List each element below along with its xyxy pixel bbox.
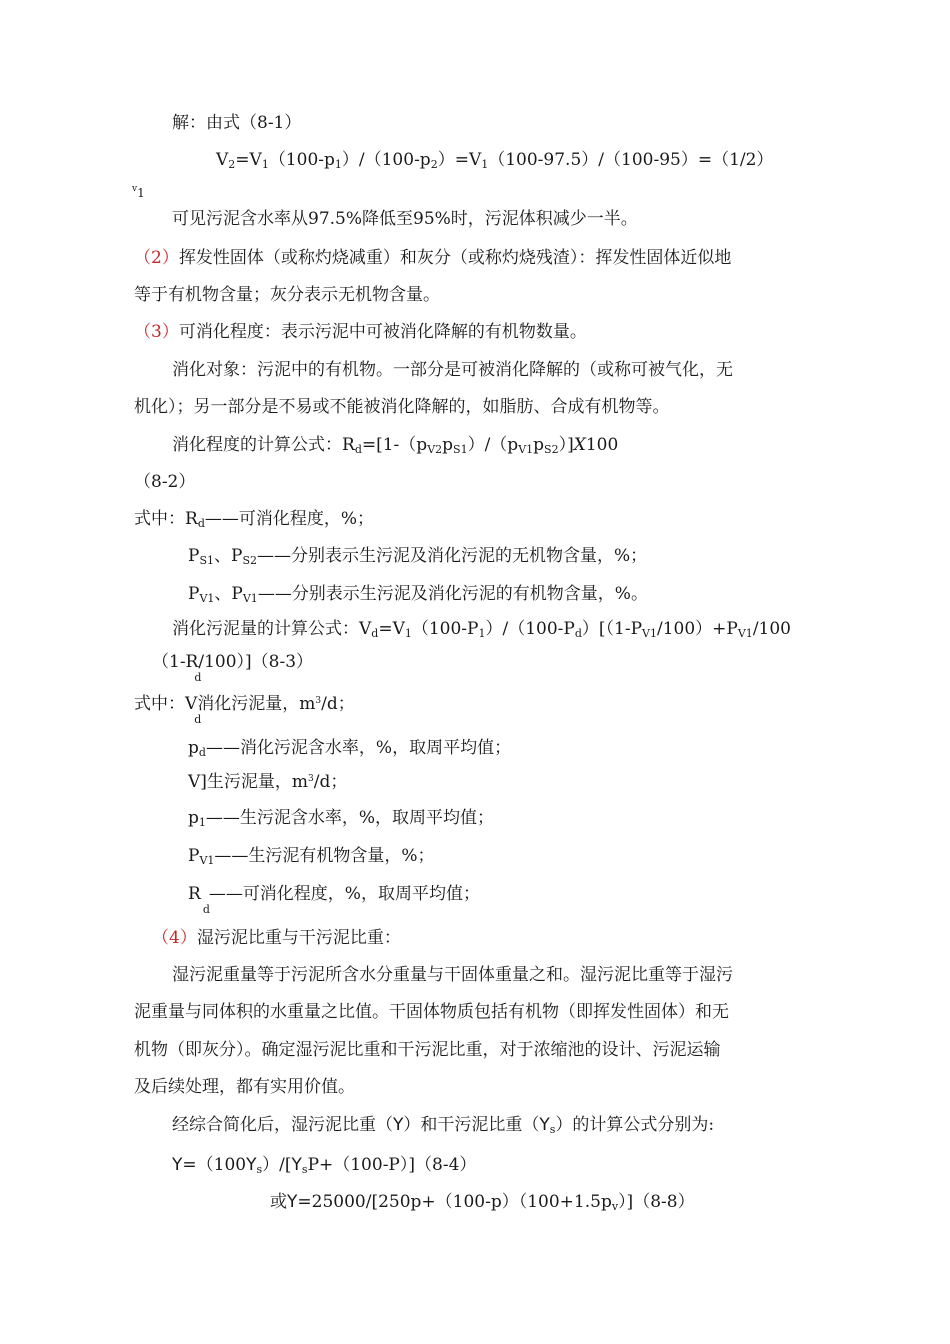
legend-rd: 式中：$R_d——$可消化程度，%； bbox=[134, 509, 375, 530]
section-4-para-3: 机物（即灰分）。确定湿污泥比重和干污泥比重，对于浓缩池的设计、污泥运输 bbox=[134, 1040, 721, 1060]
formula-8-3: 消化污泥量的计算公式：$V_d=V_1(100-P_1)/(100-P_d)[(1-P_{V1}/100)+P_{V1}/100$ bbox=[172, 619, 791, 640]
section-2-text: 等于有机物含量；灰分表示无机物含量。 bbox=[134, 285, 440, 305]
formula-8-1-solution: $V_2=V_1(100-p_1)/(100-p_2)=V_1(100-97.5)/(100-95)=(1/2)$ bbox=[216, 150, 774, 171]
section-4-para-2: 泥重量与同体积的水重量之比值。干固体物质包括有机物（即挥发性固体）和无 bbox=[134, 1002, 729, 1022]
legend-vd: 式中：V d 消化污泥量，$m^3/d$； bbox=[134, 694, 355, 726]
section-2-heading: （2）挥发性固体（或称灼烧减重）和灰分（或称灼烧残渣）：挥发性固体近似地 bbox=[134, 248, 732, 268]
formula-wrap-v1: $^v$1 bbox=[132, 184, 145, 200]
conclusion-text: 可见污泥含水率从97.5%降低至95%时，污泥体积减少一半。 bbox=[172, 209, 638, 229]
legend-ps: $P_{S1}$、$P_{S2}——$分别表示生污泥及消化污泥的无机物含量，%； bbox=[188, 546, 648, 567]
legend-pv1: $P_{V1}——$生污泥有机物含量，%； bbox=[188, 846, 435, 867]
legend-pd: $p_d——$消化污泥含水率，%，取周平均值； bbox=[188, 738, 512, 759]
legend-rd-2: R d ——可消化程度，%，取周平均值； bbox=[188, 884, 480, 916]
section-4-para-4: 及后续处理，都有实用价值。 bbox=[134, 1077, 355, 1097]
solution-intro: 解：由式（8-1） bbox=[172, 113, 302, 133]
section-3-heading: （3）可消化程度：表示污泥中可被消化降解的有机物数量。 bbox=[134, 322, 587, 342]
formula-8-2-number: （8-2） bbox=[134, 472, 196, 492]
section-4-para-1: 湿污泥重量等于污泥所含水分重量与干固体重量之和。湿污泥比重等于湿污 bbox=[172, 965, 733, 985]
digestion-object-text-cont: 机化）；另一部分是不易或不能被消化降解的，如脂肪、合成有机物等。 bbox=[134, 397, 670, 417]
simplified-formula-intro: 经综合简化后，湿污泥比重（Y）和干污泥比重$(Y_s)$的计算公式分别为: bbox=[172, 1115, 715, 1136]
digestion-object-text: 消化对象：污泥中的有机物。一部分是可被消化降解的（或称可被气化，无 bbox=[172, 360, 733, 380]
section-4-heading: （4）湿污泥比重与干污泥比重： bbox=[152, 928, 401, 948]
formula-8-3-cont: （1-R d /100）]（8-3） bbox=[152, 652, 314, 684]
legend-pv: $P_{V1}$、$P_{V1}——$分别表示生污泥及消化污泥的有机物含量，%。 bbox=[188, 584, 648, 605]
formula-8-4: $Y=(100Y_s)/[Y_sP+(100-P)](8-4)$ bbox=[172, 1155, 477, 1176]
formula-8-8: 或$Y=25000/[250p+(100-p)(100+1.5p_v)](8-8)$ bbox=[270, 1192, 695, 1213]
legend-v1: V]生污泥量，$m^3/d$； bbox=[188, 772, 348, 792]
formula-8-2: 消化程度的计算公式：$R_d=[1-(p_{V2}p_{S1})/(p_{V1}p_{S2})]X100$ bbox=[172, 435, 619, 456]
legend-p1: $p_1——$生污泥含水率，%，取周平均值； bbox=[188, 808, 495, 829]
